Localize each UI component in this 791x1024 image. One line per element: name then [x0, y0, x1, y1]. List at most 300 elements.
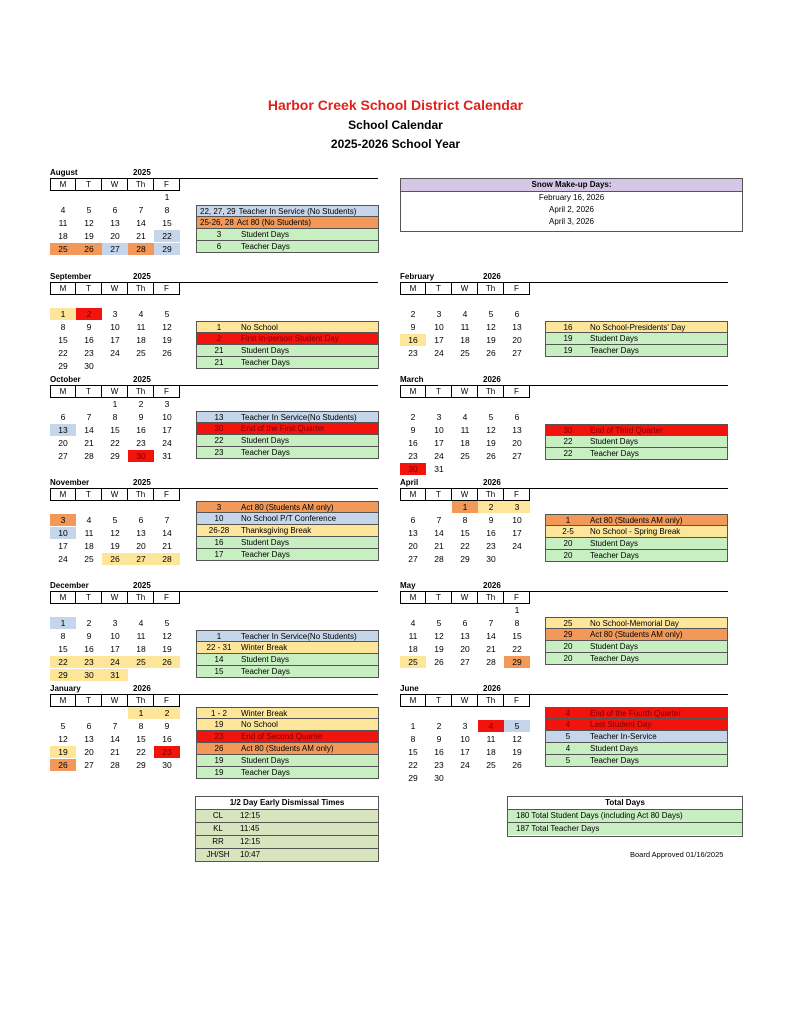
- month-name: May: [400, 581, 416, 590]
- weekday-label: W: [102, 179, 128, 190]
- week-row: [50, 295, 180, 308]
- day-cell: 2: [76, 308, 102, 320]
- day-cell: 19: [162, 644, 172, 654]
- day-cell: 25: [136, 348, 146, 358]
- early-dismissal-header: 1/2 Day Early Dismissal Times: [229, 798, 345, 807]
- day-cell: 5: [488, 309, 494, 319]
- day-cell: 15: [136, 734, 146, 744]
- day-cell: [426, 707, 452, 719]
- day-cell: [452, 463, 478, 475]
- day-cell: 30: [486, 554, 496, 564]
- legend-row: [545, 755, 728, 767]
- legend-sep: [196, 321, 379, 369]
- week-row: [400, 295, 530, 308]
- day-cell: 5: [436, 618, 442, 628]
- day-cell: [452, 772, 478, 784]
- week-row: [400, 733, 530, 746]
- legend-label: Teacher Days: [241, 768, 290, 777]
- day-cell: 24: [58, 554, 68, 564]
- legend-label: Teacher Days: [241, 667, 290, 676]
- day-cell: 1: [50, 617, 76, 629]
- month-rule: [530, 694, 728, 695]
- day-cell: 21: [136, 231, 146, 241]
- day-cell: 21: [434, 541, 444, 551]
- legend-row: [196, 654, 379, 666]
- month-header: [50, 580, 180, 591]
- month-year: 2025: [133, 168, 151, 177]
- day-cell: 31: [434, 464, 444, 474]
- day-cell: [128, 191, 154, 203]
- day-cell: 12: [162, 322, 172, 332]
- day-cell: 9: [86, 631, 92, 641]
- week-row: [400, 437, 530, 450]
- legend-row: [545, 514, 728, 526]
- day-cell: 12: [58, 734, 68, 744]
- legend-label: Teacher Days: [241, 448, 290, 457]
- day-cell: 25: [400, 656, 426, 668]
- day-cell: 2: [86, 618, 92, 628]
- legend-row: [196, 743, 379, 755]
- legend-value: 3: [216, 230, 222, 239]
- day-cell: [154, 669, 180, 681]
- legend-value: 10: [214, 514, 224, 523]
- week-row: [50, 217, 180, 230]
- day-cell: 13: [136, 528, 146, 538]
- week-row: [50, 437, 180, 450]
- day-cell: 10: [110, 631, 120, 641]
- legend-value: 6: [216, 242, 222, 251]
- day-cell: 20: [408, 541, 418, 551]
- weekday-label: F: [504, 386, 530, 397]
- week-row: [400, 398, 530, 411]
- month-header: [400, 477, 530, 488]
- month-rule: [180, 591, 378, 592]
- dismissal-row: CL 12:15: [196, 809, 378, 822]
- day-cell: 19: [162, 335, 172, 345]
- day-cell: 4: [138, 309, 144, 319]
- week-row: [50, 643, 180, 656]
- month-name: March: [400, 375, 424, 384]
- legend-value: 25-26, 28: [200, 218, 234, 227]
- day-cell: 19: [486, 335, 496, 345]
- weekday-label: T: [426, 283, 452, 294]
- month-header: [50, 167, 180, 178]
- legend-label: Student Days: [590, 334, 639, 343]
- day-cell: 8: [410, 734, 416, 744]
- legend-label: Act 80 (Students AM only): [590, 630, 683, 639]
- day-cell: 13: [512, 322, 522, 332]
- day-cell: 30: [162, 760, 172, 770]
- day-cell: 2: [410, 412, 416, 422]
- weekday-label: T: [426, 695, 452, 706]
- legend-row: [196, 755, 379, 767]
- legend-label: Teacher In Service (No Students): [238, 207, 357, 216]
- day-cell: 28: [486, 657, 496, 667]
- day-cell: 10: [50, 527, 76, 539]
- weekday-label: T: [76, 695, 102, 706]
- day-cell: [452, 604, 478, 616]
- legend-row: [545, 653, 728, 665]
- day-cell: 23: [434, 760, 444, 770]
- day-cell: 4: [478, 720, 504, 732]
- day-cell: 11: [136, 322, 146, 332]
- day-cell: 29: [136, 760, 146, 770]
- week-row: [400, 527, 530, 540]
- legend-value: 1: [216, 323, 222, 332]
- legend-value: 15: [214, 667, 224, 676]
- day-cell: 14: [486, 631, 496, 641]
- legend-value: 4: [565, 709, 571, 718]
- day-cell: [50, 295, 76, 307]
- legend-label: Student Days: [241, 230, 290, 239]
- weekday-label: W: [452, 592, 478, 603]
- weekday-header: [400, 591, 530, 604]
- weekday-label: Th: [128, 386, 154, 397]
- day-cell: 31: [162, 451, 172, 461]
- day-cell: 5: [60, 721, 66, 731]
- day-cell: [400, 295, 426, 307]
- day-cell: 10: [460, 734, 470, 744]
- week-row: [400, 617, 530, 630]
- legend-feb: [545, 321, 728, 357]
- day-cell: [478, 398, 504, 410]
- day-cell: 18: [460, 335, 470, 345]
- day-cell: 8: [514, 618, 520, 628]
- legend-row: [545, 321, 728, 333]
- legend-row: [545, 436, 728, 448]
- day-cell: 24: [434, 348, 444, 358]
- day-cell: [426, 398, 452, 410]
- day-cell: 19: [486, 438, 496, 448]
- day-cell: 15: [162, 218, 172, 228]
- weekday-header: [400, 385, 530, 398]
- legend-label: End of the Fourth Quarter: [590, 709, 682, 718]
- weekday-header: [50, 282, 180, 295]
- day-cell: 29: [460, 554, 470, 564]
- day-cell: [76, 191, 102, 203]
- day-cell: 11: [84, 528, 94, 538]
- day-cell: 3: [462, 721, 468, 731]
- legend-label: Student Days: [590, 744, 639, 753]
- weekday-label: Th: [478, 283, 504, 294]
- day-cell: 26: [512, 760, 522, 770]
- week-row: [400, 321, 530, 334]
- day-cell: 6: [138, 515, 144, 525]
- weekday-label: M: [400, 489, 426, 500]
- day-cell: 2: [478, 501, 504, 513]
- day-cell: 22: [408, 760, 418, 770]
- week-row: [50, 746, 180, 759]
- day-cell: [452, 707, 478, 719]
- day-cell: 23: [76, 656, 102, 668]
- week-row: [50, 334, 180, 347]
- day-cell: 12: [486, 425, 496, 435]
- legend-value: 21: [214, 346, 224, 355]
- day-cell: 9: [164, 721, 170, 731]
- weekday-label: T: [76, 489, 102, 500]
- legend-value: 5: [565, 756, 571, 765]
- day-cell: 1: [164, 192, 170, 202]
- week-row: [400, 540, 530, 553]
- legend-value: 22: [214, 436, 224, 445]
- day-cell: 5: [164, 618, 170, 628]
- day-cell: [154, 360, 180, 372]
- day-cell: 25: [84, 554, 94, 564]
- day-cell: 15: [110, 425, 120, 435]
- day-cell: 4: [60, 205, 66, 215]
- weekday-label: W: [452, 386, 478, 397]
- week-row: [50, 424, 180, 437]
- day-cell: 24: [460, 760, 470, 770]
- legend-value: 25: [563, 619, 573, 628]
- day-cell: 26: [162, 348, 172, 358]
- month-year: 2025: [133, 375, 151, 384]
- week-row: [400, 604, 530, 617]
- legend-row: [545, 333, 728, 345]
- weekday-label: T: [426, 592, 452, 603]
- weekday-label: F: [154, 695, 180, 706]
- week-row: [50, 656, 180, 669]
- day-cell: [400, 501, 426, 513]
- day-cell: 9: [138, 412, 144, 422]
- legend-row: [196, 731, 379, 743]
- day-cell: 17: [460, 747, 470, 757]
- day-cell: 12: [486, 322, 496, 332]
- total-days-box: [507, 796, 743, 837]
- month-name: April: [400, 478, 419, 487]
- day-cell: 3: [436, 309, 442, 319]
- week-row: [50, 669, 180, 682]
- day-cell: 4: [410, 618, 416, 628]
- week-row: [400, 463, 530, 476]
- total-days-header: Total Days: [605, 798, 645, 807]
- weekday-label: M: [50, 283, 76, 294]
- day-cell: 21: [110, 747, 120, 757]
- weekday-label: T: [76, 386, 102, 397]
- legend-value: 30: [563, 426, 573, 435]
- day-cell: 1: [112, 399, 118, 409]
- legend-row: [545, 526, 728, 538]
- legend-value: 30: [214, 424, 224, 433]
- day-cell: 20: [512, 438, 522, 448]
- weekday-label: W: [102, 489, 128, 500]
- legend-row: [545, 617, 728, 629]
- legend-row: [196, 423, 379, 435]
- week-row: [400, 772, 530, 785]
- legend-label: No School-Presidents' Day: [590, 323, 686, 332]
- snow-makeup-header: Snow Make-up Days:: [401, 179, 742, 192]
- day-cell: 9: [86, 322, 92, 332]
- legend-row: [545, 538, 728, 550]
- legend-label: Teacher Days: [590, 551, 639, 560]
- day-cell: [504, 553, 530, 565]
- day-cell: 17: [434, 438, 444, 448]
- day-cell: 16: [162, 734, 172, 744]
- day-cell: 29: [50, 669, 76, 681]
- legend-row: [196, 537, 379, 549]
- day-cell: 1: [514, 605, 520, 615]
- day-cell: 13: [50, 424, 76, 436]
- day-cell: 20: [512, 335, 522, 345]
- month-rule: [180, 694, 378, 695]
- day-cell: 10: [512, 515, 522, 525]
- snow-day: April 2, 2026: [549, 205, 594, 214]
- legend-value: 4: [565, 744, 571, 753]
- day-cell: 19: [50, 746, 76, 758]
- week-row: [50, 450, 180, 463]
- day-cell: 6: [86, 721, 92, 731]
- weekday-label: W: [452, 695, 478, 706]
- weekday-label: T: [76, 592, 102, 603]
- day-cell: 9: [488, 515, 494, 525]
- legend-row: [196, 435, 379, 447]
- day-cell: [50, 604, 76, 616]
- legend-label: Teacher In Service(No Students): [241, 632, 357, 641]
- week-row: [400, 707, 530, 720]
- day-cell: 19: [434, 644, 444, 654]
- day-cell: 22: [50, 656, 76, 668]
- day-cell: [154, 501, 180, 513]
- weekday-label: Th: [128, 283, 154, 294]
- day-cell: 7: [436, 515, 442, 525]
- week-row: [400, 514, 530, 527]
- legend-value: 20: [563, 539, 573, 548]
- week-row: [400, 630, 530, 643]
- legend-label: Student Days: [241, 538, 290, 547]
- weekday-label: F: [154, 386, 180, 397]
- week-row: [400, 450, 530, 463]
- calendar-subtitle: School Calendar: [348, 118, 443, 132]
- day-cell: 19: [84, 231, 94, 241]
- day-cell: [50, 398, 76, 410]
- day-cell: 27: [512, 348, 522, 358]
- legend-label: End of Second Quarter: [241, 732, 323, 741]
- legend-value: 22: [563, 449, 573, 458]
- weekday-label: F: [504, 695, 530, 706]
- day-cell: 28: [434, 554, 444, 564]
- day-cell: 8: [60, 322, 66, 332]
- legend-label: Act 80 (No Students): [236, 218, 312, 227]
- legend-jan: [196, 707, 379, 779]
- weekday-label: Th: [478, 386, 504, 397]
- legend-row: [196, 241, 379, 253]
- day-cell: 20: [136, 541, 146, 551]
- legend-value: 22, 27, 29: [200, 207, 236, 216]
- month-header: [50, 271, 180, 282]
- day-cell: [400, 707, 426, 719]
- day-cell: 29: [110, 451, 120, 461]
- day-cell: 15: [58, 335, 68, 345]
- week-row: [50, 204, 180, 217]
- day-cell: 21: [162, 541, 172, 551]
- week-row: [50, 540, 180, 553]
- legend-label: Teacher Days: [241, 358, 290, 367]
- day-cell: 27: [408, 554, 418, 564]
- weekday-label: F: [154, 592, 180, 603]
- day-cell: 20: [58, 438, 68, 448]
- day-cell: 18: [460, 438, 470, 448]
- legend-row: [196, 345, 379, 357]
- dismissal-row: RR 12:15: [196, 835, 378, 848]
- legend-value: 19: [563, 346, 573, 355]
- legend-label: Teacher Days: [590, 449, 639, 458]
- day-cell: 3: [504, 501, 530, 513]
- day-cell: 23: [486, 541, 496, 551]
- legend-may: [545, 617, 728, 665]
- dismissal-row: JH/SH 10:47: [196, 848, 378, 861]
- day-cell: 28: [154, 553, 180, 565]
- day-cell: 13: [512, 425, 522, 435]
- day-cell: 14: [136, 218, 146, 228]
- day-cell: 23: [84, 348, 94, 358]
- day-cell: 27: [128, 553, 154, 565]
- week-row: [50, 553, 180, 566]
- legend-value: 20: [563, 551, 573, 560]
- day-cell: [478, 772, 504, 784]
- day-cell: 6: [112, 205, 118, 215]
- day-cell: 22: [110, 438, 120, 448]
- day-cell: 11: [136, 631, 146, 641]
- day-cell: 22: [136, 747, 146, 757]
- day-cell: [76, 604, 102, 616]
- day-cell: 26: [154, 656, 180, 668]
- legend-apr: [545, 514, 728, 562]
- legend-label: Teacher Days: [590, 346, 639, 355]
- legend-value: 14: [214, 655, 224, 664]
- week-row: [400, 308, 530, 321]
- day-cell: 15: [408, 747, 418, 757]
- day-cell: 6: [410, 515, 416, 525]
- school-year: 2025-2026 School Year: [330, 137, 461, 151]
- day-cell: 23: [154, 746, 180, 758]
- day-cell: 12: [434, 631, 444, 641]
- day-cell: 17: [110, 335, 120, 345]
- legend-row: [196, 513, 379, 525]
- month-year: 2025: [133, 478, 151, 487]
- legend-row: [545, 743, 728, 755]
- week-row: [50, 398, 180, 411]
- legend-label: Teacher In-Service: [590, 732, 657, 741]
- day-cell: 28: [84, 451, 94, 461]
- day-cell: 24: [162, 438, 172, 448]
- day-cell: 2: [436, 721, 442, 731]
- day-cell: 19: [512, 747, 522, 757]
- day-cell: [400, 604, 426, 616]
- legend-label: Student Days: [590, 539, 639, 548]
- month-name: October: [50, 375, 81, 384]
- weekday-label: Th: [128, 489, 154, 500]
- weekday-label: W: [102, 283, 128, 294]
- day-cell: 29: [504, 656, 530, 668]
- day-cell: 17: [512, 528, 522, 538]
- day-cell: 3: [164, 399, 170, 409]
- month-year: 2026: [483, 272, 501, 281]
- legend-label: Last Student Day: [590, 720, 652, 729]
- weekday-label: W: [452, 489, 478, 500]
- legend-label: Act 80 (Students AM only): [241, 503, 334, 512]
- month-year: 2026: [483, 375, 501, 384]
- legend-label: Act 80 (Students AM only): [590, 516, 683, 525]
- day-cell: 3: [112, 309, 118, 319]
- day-cell: 14: [84, 425, 94, 435]
- legend-row: [196, 666, 379, 678]
- day-cell: [478, 295, 504, 307]
- day-cell: 4: [86, 515, 92, 525]
- day-cell: 11: [408, 631, 418, 641]
- legend-label: End of the First Quarter: [241, 424, 325, 433]
- day-cell: [504, 772, 530, 784]
- day-cell: 9: [410, 425, 416, 435]
